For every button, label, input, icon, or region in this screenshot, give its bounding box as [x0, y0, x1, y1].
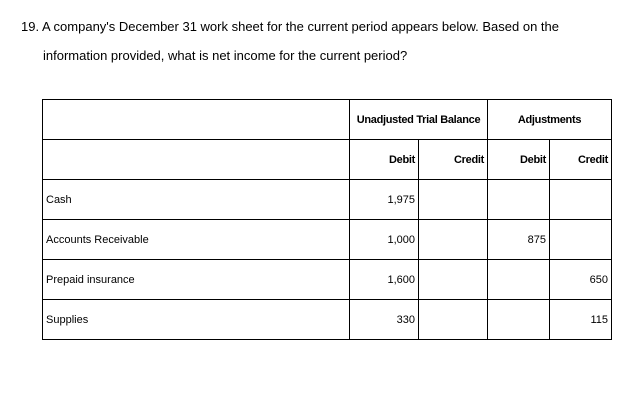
- table-row: [43, 300, 612, 340]
- group-header-row: [43, 100, 612, 140]
- adj-debit-value: 875: [488, 220, 550, 260]
- utb-credit-header: Credit: [419, 140, 488, 180]
- utb-credit-value: [419, 260, 488, 300]
- adj-debit-value: [488, 180, 550, 220]
- adj-credit-value: 115: [550, 300, 612, 340]
- utb-debit-header: Debit: [350, 140, 419, 180]
- question-line-2: information provided, what is net income for the current period?: [43, 48, 408, 63]
- table-row: [43, 180, 612, 220]
- blank-header-cell: [43, 100, 350, 140]
- question-number: 19.: [21, 19, 40, 34]
- question-line-1: A company's December 31 work sheet for the current period appears below. Based on the: [41, 19, 559, 34]
- utb-debit-value: 1,000: [350, 220, 419, 260]
- utb-credit-value: [419, 220, 488, 260]
- blank-subheader-cell: [43, 140, 350, 180]
- adj-credit-header: Credit: [550, 140, 612, 180]
- table-row: [43, 260, 612, 300]
- utb-debit-value: 1,600: [350, 260, 419, 300]
- account-name: Cash: [43, 180, 350, 220]
- adj-credit-value: 650: [550, 260, 612, 300]
- adjustments-header: Adjustments: [488, 100, 612, 140]
- account-name: Supplies: [43, 300, 350, 340]
- utb-credit-value: [419, 180, 488, 220]
- utb-credit-value: [419, 300, 488, 340]
- utb-debit-value: 1,975: [350, 180, 419, 220]
- adj-debit-value: [488, 300, 550, 340]
- unadjusted-trial-balance-header: Unadjusted Trial Balance: [350, 100, 488, 140]
- sub-header-row: [43, 140, 612, 180]
- adj-credit-value: [550, 180, 612, 220]
- account-name: Prepaid insurance: [43, 260, 350, 300]
- adj-debit-value: [488, 260, 550, 300]
- adj-credit-value: [550, 220, 612, 260]
- adj-debit-header: Debit: [488, 140, 550, 180]
- work-sheet-table: [42, 99, 612, 340]
- utb-debit-value: 330: [350, 300, 419, 340]
- table-row: [43, 220, 612, 260]
- account-name: Accounts Receivable: [43, 220, 350, 260]
- question-text: [21, 12, 621, 70]
